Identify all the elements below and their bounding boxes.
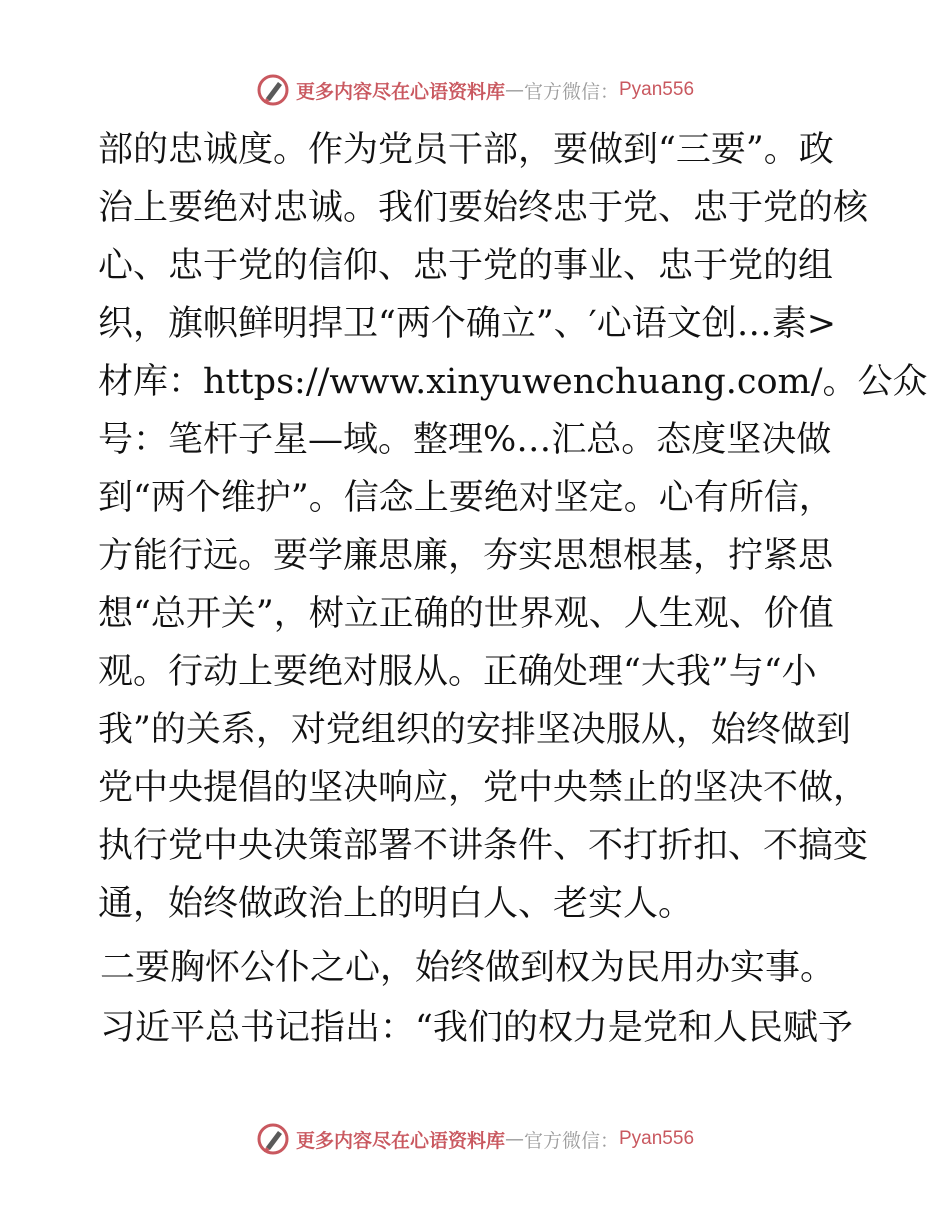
body-line: 号：笔杆子星—域。整理%…汇总。态度坚决做: [98, 420, 832, 460]
watermark-separator: —: [504, 1128, 524, 1150]
watermark-wechat-id: Pyan556: [619, 79, 695, 100]
body-line: 织，旗帜鲜明捍卫“两个确立”、′心语文创…素>: [98, 304, 837, 344]
watermark-brand: 更多内容尽在心语资料库: [295, 1129, 505, 1152]
watermark-label: 官方微信：: [523, 80, 619, 103]
body-line: 通，始终做政治上的明白人、老实人。: [98, 884, 694, 924]
body-line: 执行党中央决策部署不讲条件、不打折扣、不搞变: [98, 826, 869, 866]
body-line: 想“总开关”，树立正确的世界观、人生观、价值: [98, 594, 834, 634]
watermark-wechat-id: Pyan556: [619, 1128, 695, 1149]
body-line: 治上要绝对忠诚。我们要始终忠于党、忠于党的核: [98, 188, 869, 228]
watermark-label: 官方微信：: [523, 1129, 619, 1152]
watermark-brand: 更多内容尽在心语资料库: [295, 80, 505, 103]
body-line: 观。行动上要绝对服从。正确处理“大我”与“小: [98, 652, 817, 692]
pen-logo-icon: [256, 1122, 290, 1156]
body-line: 党中央提倡的坚决响应，党中央禁止的坚决不做，: [98, 768, 869, 808]
header-watermark: [0, 70, 950, 110]
body-line: 部的忠诚度。作为党员干部，要做到“三要”。政: [98, 130, 834, 170]
body-line: 到“两个维护”。信念上要绝对坚定。心有所信，: [98, 478, 834, 518]
watermark-separator: —: [504, 79, 524, 101]
body-line: 二要胸怀公仆之心，始终做到权为民用办实事。: [100, 948, 836, 988]
body-line: 习近平总书记指出：“我们的权力是党和人民赋予: [100, 1008, 853, 1048]
footer-watermark: [0, 1119, 950, 1159]
body-line: 心、忠于党的信仰、忠于党的事业、忠于党的组: [98, 246, 834, 286]
body-line: 我”的关系，对党组织的安排坚决服从，始终做到: [98, 710, 851, 750]
pen-logo-icon: [256, 73, 290, 107]
body-line: 材库：https://www.xinyuwenchuang.com/。公众: [98, 362, 928, 402]
body-line: 方能行远。要学廉思廉，夯实思想根基，拧紧思: [98, 536, 834, 576]
